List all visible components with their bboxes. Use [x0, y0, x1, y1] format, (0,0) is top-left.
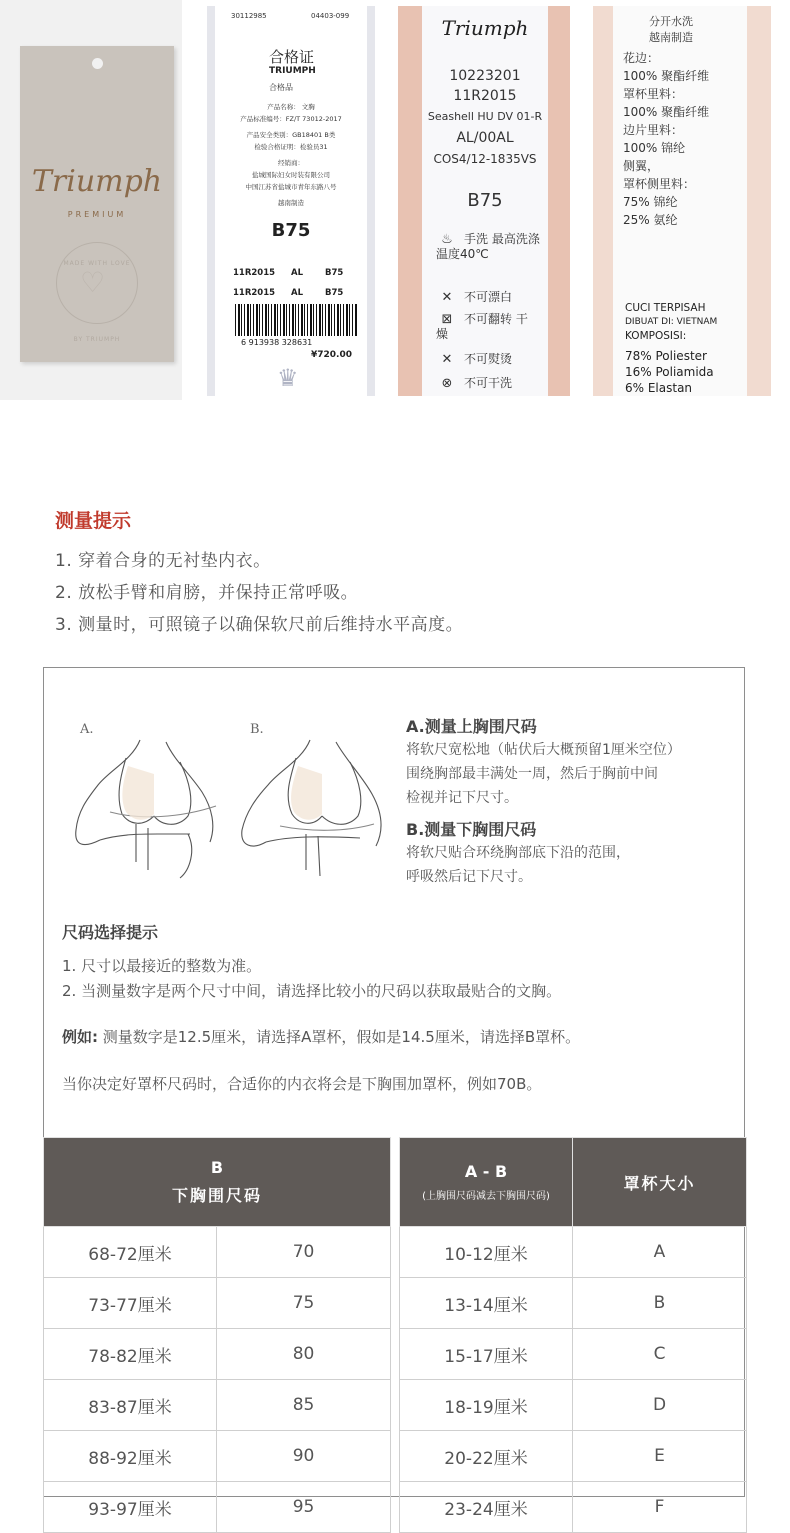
- crown-icon: ♛: [277, 364, 299, 392]
- product-label-photos: [0, 0, 790, 400]
- figure-b-side: [336, 742, 381, 846]
- size-tip: 2. 当测量数字是两个尺寸中间，请选择比较小的尺码以获取最贴合的文胸。: [62, 982, 562, 1000]
- care-item: [436, 374, 512, 391]
- measure-tips-title: 测量提示: [55, 510, 132, 532]
- underbust-range: 68-72厘米: [44, 1227, 217, 1278]
- difference-range: 20-22厘米: [400, 1431, 573, 1482]
- final-note: 当你决定好罩杯尺码时，合适你的内衣将会是下胸围加罩杯，例如70B。: [62, 1075, 542, 1093]
- care-line: 11R2015: [453, 88, 517, 104]
- composition-line: 花边：: [623, 51, 660, 65]
- cup-size: D: [573, 1380, 747, 1431]
- care-line: AL/00AL: [456, 130, 514, 146]
- table-header-row: [44, 1138, 391, 1227]
- cert-line: 中国江苏省盐城市青年东路八号: [245, 183, 337, 191]
- composition-line: 75% 锦纶: [623, 195, 678, 209]
- table-row: [400, 1380, 747, 1431]
- composition-tag-photo: [593, 6, 771, 396]
- band-size: 70: [217, 1227, 391, 1278]
- cert-line: 产品标准编号：FZ/T 73012-2017: [240, 115, 342, 123]
- cert-row-cell: 11R2015: [233, 268, 276, 278]
- composition-line: 100% 锦纶: [623, 141, 686, 155]
- cert-line: 盐城国际妇女时装有限公司: [252, 171, 330, 179]
- cup-size: E: [573, 1431, 747, 1482]
- composition-line: 罩杯侧里料：: [623, 177, 696, 191]
- cert-row: [233, 268, 353, 278]
- composition-line: 25% 氨纶: [623, 213, 678, 227]
- difference-header-note: (上胸围尺码减去下胸围尺码): [422, 1191, 550, 1202]
- composition-line-en: 16% Poliamida: [625, 365, 714, 379]
- hangtag: [20, 46, 174, 362]
- difference-range: 10-12厘米: [400, 1227, 573, 1278]
- band-size: 85: [217, 1380, 391, 1431]
- table-row: [400, 1227, 747, 1278]
- composition-line-en: CUCI TERPISAH: [625, 302, 706, 314]
- size-tips-title: 尺码选择提示: [62, 923, 159, 942]
- composition-line: 分开水洗: [649, 15, 693, 28]
- measure-b-line: 呼吸然后记下尺寸。: [406, 869, 532, 885]
- figure-a-hands: [136, 824, 192, 878]
- table-row: [400, 1278, 747, 1329]
- measure-a-text: [406, 738, 681, 810]
- cup-size-header-text: 罩杯大小: [623, 1173, 696, 1193]
- care-item: [436, 312, 536, 342]
- seal-top-text: MADE WITH LOVE: [63, 260, 131, 267]
- care-item: [436, 350, 512, 367]
- measure-b-text: [406, 841, 630, 889]
- difference-header-top: A - B: [464, 1162, 508, 1181]
- hangtag-brand: Triumph: [31, 164, 163, 199]
- size-tip: 1. 尺寸以最接近的整数为准。: [62, 957, 262, 975]
- cert-row-cell: AL: [291, 288, 303, 298]
- cup-size-header: [573, 1138, 747, 1227]
- example-text: [62, 1026, 580, 1047]
- composition-tag: [613, 6, 747, 396]
- composition-line-en: KOMPOSISI:: [625, 330, 687, 342]
- barcode-number: 6 913938 328631: [241, 338, 313, 347]
- care-line: 10223201: [449, 68, 521, 84]
- cert-brand: TRIUMPH: [269, 66, 316, 76]
- table-row: [400, 1329, 747, 1380]
- measure-tip: 3. 测量时，可照镜子以确保软尺前后维持水平高度。: [55, 615, 464, 635]
- hangtag-line: PREMIUM: [67, 210, 127, 219]
- cup-size: C: [573, 1329, 747, 1380]
- composition-line: 越南制造: [649, 31, 693, 44]
- band-size: 80: [217, 1329, 391, 1380]
- hangtag-hole: [92, 58, 103, 69]
- underbust-header: [44, 1138, 391, 1227]
- cert-row-cell: AL: [291, 268, 303, 278]
- care-item: [436, 288, 512, 305]
- care-text: 不可翻转 干燥: [436, 312, 528, 341]
- measure-a-line: 围绕胸部最丰满处一周，然后于胸前中间: [406, 766, 658, 782]
- measure-tip: 1. 穿着合身的无衬垫内衣。: [55, 551, 271, 571]
- difference-range: 13-14厘米: [400, 1278, 573, 1329]
- band-size: 95: [217, 1482, 391, 1533]
- underbust-range: 93-97厘米: [44, 1482, 217, 1533]
- illustration-b-label: B.: [250, 722, 264, 737]
- care-line: COS4/12-1835VS: [433, 152, 537, 166]
- care-tag: [422, 6, 548, 396]
- cert-row: [233, 288, 353, 298]
- figure-b-bra-fill: [291, 766, 322, 820]
- cup-size: B: [573, 1278, 747, 1329]
- band-size: 90: [217, 1431, 391, 1482]
- cert-size: B75: [271, 220, 311, 241]
- cert-title: 合格证: [269, 48, 315, 66]
- table-row: [44, 1227, 391, 1278]
- composition-line-en: DIBUAT DI: VIETNAM: [625, 317, 718, 327]
- underbust-size-table: [43, 1137, 391, 1533]
- care-size: B75: [467, 190, 503, 211]
- measure-tip: 2. 放松手臂和肩膀，并保持正常呼吸。: [55, 583, 359, 603]
- cert-line: 经销商：: [278, 159, 304, 167]
- band-size: 75: [217, 1278, 391, 1329]
- cert-line: 检验合格证明：检验员31: [254, 143, 328, 151]
- figure-a-arm: [100, 834, 190, 840]
- table-header-row: [400, 1138, 747, 1227]
- underbust-range: 78-82厘米: [44, 1329, 217, 1380]
- difference-header: [400, 1138, 573, 1227]
- cert-code-left: 30112985: [231, 12, 267, 20]
- underbust-range: 73-77厘米: [44, 1278, 217, 1329]
- figure-a-side: [166, 742, 213, 842]
- difference-range: 15-17厘米: [400, 1329, 573, 1380]
- composition-line-en: 6% Elastan: [625, 381, 693, 395]
- cup-size: F: [573, 1482, 747, 1533]
- care-line: Seashell HU DV 01-R: [427, 110, 543, 123]
- measure-a-line: 检视并记下尺寸。: [406, 790, 518, 806]
- measuring-illustration: [70, 730, 390, 880]
- table-row: [44, 1431, 391, 1482]
- figure-b-cup: [322, 762, 361, 824]
- underbust-range: 83-87厘米: [44, 1380, 217, 1431]
- example-body: 测量数字是12.5厘米，请选择A罩杯，假如是14.5厘米，请选择B罩杯。: [98, 1028, 581, 1046]
- cert-grade: 合格品: [269, 83, 293, 92]
- care-tag-photo: [398, 6, 570, 396]
- cert-line: 产品安全类别：GB18401 B类: [246, 131, 336, 139]
- cup-size-table: [399, 1137, 747, 1533]
- seal-bottom-text: BY TRIUMPH: [73, 336, 121, 343]
- composition-line: 边片里料：: [623, 123, 684, 137]
- barcode: [235, 304, 357, 336]
- composition-line: 100% 聚酯纤维: [623, 69, 710, 83]
- measuring-tape-b: [280, 824, 374, 830]
- measure-b-title: B.测量下胸围尺码: [406, 820, 537, 839]
- underbust-range: 88-92厘米: [44, 1431, 217, 1482]
- example-label: 例如:: [62, 1028, 98, 1046]
- measure-a-title: A.测量上胸围尺码: [406, 717, 537, 736]
- table-row: [44, 1380, 391, 1431]
- table-row: [44, 1329, 391, 1380]
- care-text: 不可熨烫: [464, 352, 513, 366]
- underbust-header-bottom: 下胸围尺码: [172, 1186, 263, 1205]
- illustration-a-label: A.: [80, 722, 94, 737]
- table-row: [44, 1482, 391, 1533]
- cert-code-right: 04403-099: [311, 12, 350, 20]
- no-dry-clean-icon: ⊗: [441, 376, 453, 391]
- no-tumble-dry-icon: ⊠: [441, 312, 453, 327]
- underbust-header-top: B: [210, 1158, 224, 1177]
- hangtag-photo: [0, 0, 182, 400]
- table-row: [400, 1482, 747, 1533]
- difference-range: 23-24厘米: [400, 1482, 573, 1533]
- heart-icon: ♡: [80, 266, 106, 299]
- no-iron-icon: ✕: [441, 352, 453, 367]
- cup-size: A: [573, 1227, 747, 1278]
- cert-tag: [215, 6, 367, 396]
- figure-a-bra-fill: [122, 766, 154, 820]
- difference-range: 18-19厘米: [400, 1380, 573, 1431]
- price: ¥720.00: [311, 350, 352, 360]
- hand-wash-icon: ♨: [441, 232, 453, 247]
- care-text: 手洗 最高洗涤 温度40℃: [436, 232, 540, 261]
- cert-line: 产品名称： 文胸: [267, 103, 315, 111]
- figure-a-cup: [154, 762, 191, 824]
- no-bleach-icon: ✕: [441, 290, 453, 305]
- composition-line: 侧翼，: [623, 159, 660, 173]
- care-brand: Triumph: [441, 16, 529, 40]
- cert-row-cell: 11R2015: [233, 288, 276, 298]
- composition-line: 100% 聚酯纤维: [623, 105, 710, 119]
- composition-line-en: 78% Poliester: [625, 349, 707, 363]
- care-text: 不可干洗: [464, 376, 513, 390]
- cert-line: 越南制造: [278, 199, 304, 207]
- care-item: [436, 232, 546, 262]
- table-row: [44, 1278, 391, 1329]
- care-text: 不可漂白: [464, 290, 513, 304]
- measure-a-line: 将软尺宽松地（帖伏后大概预留1厘米空位）: [406, 742, 681, 758]
- figure-b-arm: [266, 837, 360, 842]
- cert-tag-photo: [207, 6, 375, 396]
- composition-line: 罩杯里料：: [623, 87, 684, 101]
- figure-b-hands: [306, 834, 320, 876]
- cert-row-cell: B75: [325, 288, 344, 298]
- cert-row-cell: B75: [325, 268, 344, 278]
- table-row: [400, 1431, 747, 1482]
- measure-b-line: 将软尺贴合环绕胸部底下沿的范围，: [406, 845, 630, 861]
